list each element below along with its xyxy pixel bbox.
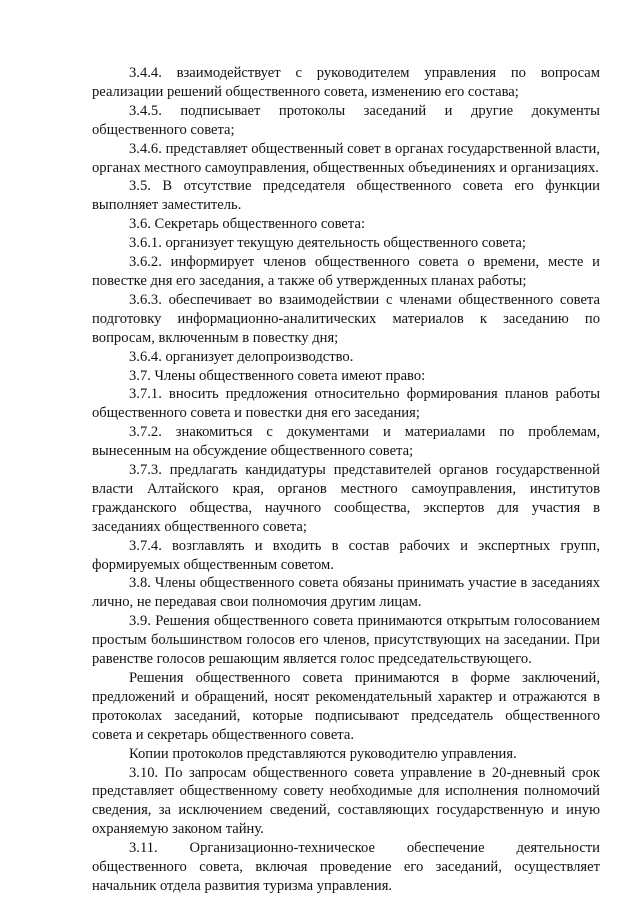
paragraph-3-7-3: 3.7.3. предлагать кандидатуры представителей органов государственной власти Алтайского края, органов местного самоуправления, институтов гражданского общества, научного сообщества, экспертов для участия в заседаниях общественного совета; [92, 462, 600, 535]
paragraph-3-7-2: 3.7.2. знакомиться с документами и материалами по проблемам, вынесенным на обсуждение общественного совета; [92, 424, 600, 460]
paragraph-3-6: 3.6. Секретарь общественного совета: [129, 216, 365, 233]
paragraph-3-6-1: 3.6.1. организует текущую деятельность общественного совета; [129, 235, 526, 252]
paragraph-3-6-3: 3.6.3. обеспечивает во взаимодействии с членами общественного совета подготовку информационно-аналитических материалов к заседанию по вопросам, включенным в повестку дня; [92, 291, 600, 346]
paragraph-3-4-6: 3.4.6. представляет общественный совет в органах государственной власти, органах местного самоуправления, общественных объединениях и организациях. [92, 140, 600, 176]
paragraph-3-11: 3.11. Организационно-техническое обеспечение деятельности общественного совета, включая проведение его заседаний, осуществляет начальник отдела развития туризма управления. [92, 840, 600, 894]
paragraph-3-6-2: 3.6.2. информирует членов общественного совета о времени, месте и повестке дня его заседания, а также об утвержденных планах работы; [92, 254, 600, 289]
paragraph-3-7: 3.7. Члены общественного совета имеют право: [129, 367, 426, 384]
paragraph-3-4-5: 3.4.5. подписывает протоколы заседаний и другие документы общественного совета; [92, 102, 600, 138]
paragraph-3-10: 3.10. По запросам общественного совета управление в 20-дневный срок представляет общественному совету необходимые для исполнения полномочий сведения, за исключением сведений, составляющих государственную и иную охраняемую законом тайну. [92, 764, 600, 838]
paragraph-3-5: 3.5. В отсутствие председателя общественного совета его функции выполняет заместитель. [92, 178, 600, 214]
document-body [92, 64, 600, 896]
paragraph-3-8: 3.8. Члены общественного совета обязаны принимать участие в заседаниях лично, не передавая свои полномочия другим лицам. [92, 575, 600, 611]
paragraph-3-7-1: 3.7.1. вносить предложения относительно формирования планов работы общественного совета и повестки дня его заседания; [92, 386, 600, 422]
paragraph-3-6-4: 3.6.4. организует делопроизводство. [129, 348, 354, 365]
paragraph-protocol-copies: Копии протоколов представляются руководителю управления. [129, 745, 517, 762]
paragraph-decisions: Решения общественного совета принимаются в форме заключений, предложений и обращений, носят рекомендательный характер и отражаются в протоколах заседаний, которые подписывают председатель общественного совета и секретарь общественного совета. [92, 670, 600, 743]
paragraph-3-9: 3.9. Решения общественного совета принимаются открытым голосованием простым большинством голосов его членов, присутствующих на заседании. При равенстве голосов решающим является голос председательствующего. [92, 613, 600, 668]
paragraph-3-7-4: 3.7.4. возглавлять и входить в состав рабочих и экспертных групп, формируемых общественным советом. [92, 537, 600, 573]
paragraph-3-4-4: 3.4.4. взаимодействует с руководителем управления по вопросам реализации решений общественного совета, изменению его состава; [92, 65, 600, 100]
